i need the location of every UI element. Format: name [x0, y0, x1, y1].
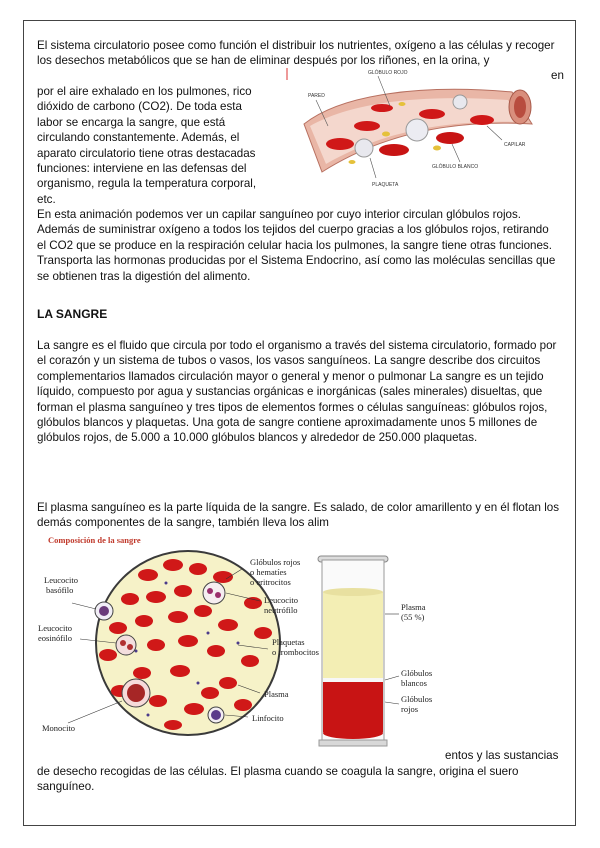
- label-basofilo-1: Leucocito: [44, 575, 78, 585]
- capillary-illustration: [282, 64, 542, 194]
- label-plasma: Plasma: [264, 689, 289, 699]
- label-eosinofilo-2: eosinófilo: [38, 633, 72, 643]
- intro-first-lines: El sistema circulatorio posee como función el distribuir los nutrientes, oxígeno a las células y recoger los desechos metabólicos que se han de eliminar después por los riñones, en la orina, y: [37, 39, 555, 68]
- plasma-tail-continue: de desecho recogidas de las células. El plasma cuando se coagula la sangre, origina el suero sanguíneo.: [37, 765, 519, 794]
- capillary-label-a: PARED: [308, 93, 325, 99]
- tube-label-rojos-2: rojos: [401, 704, 418, 714]
- test-tube-figure: [315, 552, 445, 752]
- intro-fragment-right: en: [551, 69, 564, 82]
- composition-title: Composición de la sangre: [48, 535, 141, 545]
- tube-label-plasma-2: (55 %): [401, 612, 425, 622]
- label-neutrofilo-1: Leucocito: [264, 595, 298, 605]
- capillary-label-d: GLÓBULO BLANCO: [432, 164, 479, 170]
- label-rojos-2: o hematíes: [250, 567, 287, 577]
- capillary-label-e: PLAQUETA: [372, 182, 399, 188]
- label-neutrofilo-2: neutrófilo: [264, 605, 298, 615]
- intro-continuation: En esta animación podemos ver un capilar sanguíneo por cuyo interior circulan glóbulos rojos. Además de suministrar oxígeno a todos los tejidos del cuerpo gracias a los glóbulos rojos, retirando el CO2 que se produce en la respiración celular hacia los pulmones, la sangre tiene otras funciones. Transporta las hormonas producidas por el Sistema Endocrino, así como las moléculas sencillas que se obtienen tras la digestión del alimento.: [37, 208, 556, 283]
- label-rojos-1: Glóbulos rojos: [250, 557, 301, 567]
- tube-label-rojos-1: Glóbulos: [401, 694, 433, 704]
- label-basofilo-2: basófilo: [46, 585, 74, 595]
- blood-paragraph: La sangre es el fluido que circula por todo el organismo a través del sistema circulatorio, formado por el corazón y un sistema de tubos o vasos, los vasos sanguíneos. La sangre describe dos circuitos complementarios llamados circulación mayor o general y menor o pulmonar La sangre es un tejido líquido, compuesto por agua y sustancias orgánicas e inorgánicas (sales minerales) disueltas, que forman el plasma sanguíneo y tres tipos de elementos formes o células sanguíneas: glóbulos rojos, glóbulos blancos y plaquetas. Una gota de sangre contiene aproximadamente unos 5 millones de glóbulos rojos, de 5.000 a 10.000 glóbulos blancos y alrededor de 250.000 plaquetas.: [37, 339, 557, 445]
- tube-label-blancos-2: blancos: [401, 678, 427, 688]
- section-heading: LA SANGRE: [37, 307, 108, 321]
- intro-left-column: por el aire exhalado en los pulmones, rico dióxido de carbono (CO2). De toda esta labor se encarga la sangre, que está circulando constantemente. Además, el aparato circulatorio tiene otras destacadas funciones: interviene en las defensas del organismo, regula la temperatura corporal, etc.: [37, 85, 257, 206]
- blood-composition-figure: [38, 533, 328, 741]
- label-linfocito: Linfocito: [252, 713, 284, 723]
- tube-label-blancos-1: Glóbulos: [401, 668, 433, 678]
- plasma-paragraph: El plasma sanguíneo es la parte líquida de la sangre. Es salado, de color amarillento y en él flotan los demás componentes de la sangre, también lleva los alim: [37, 501, 560, 530]
- tube-label-plasma-1: Plasma: [401, 602, 426, 612]
- capillary-label-c: CAPILAR: [504, 142, 526, 148]
- plasma-tail-right: entos y las sustancias: [445, 749, 559, 762]
- label-plaquetas-2: o trombocitos: [272, 647, 319, 657]
- label-eosinofilo-1: Leucocito: [38, 623, 72, 633]
- label-rojos-3: o eritrocitos: [250, 577, 291, 587]
- capillary-label-b: GLÓBULO ROJO: [368, 70, 408, 76]
- label-plaquetas-1: Plaquetas: [272, 637, 305, 647]
- label-monocito: Monocito: [42, 723, 76, 733]
